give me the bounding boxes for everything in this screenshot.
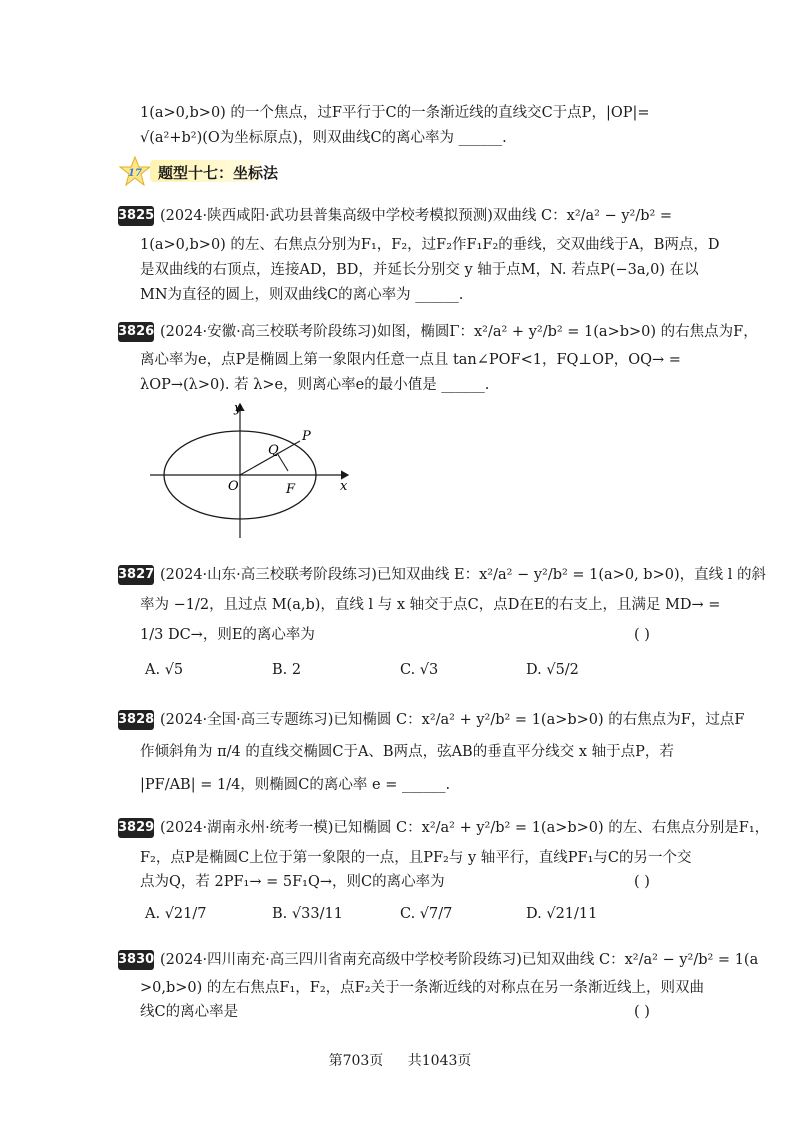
point-f-label: F [286,482,296,497]
problem-line: >0,b>0) 的左右焦点F₁，F₂，点F₂关于一条渐近线的对称点在另一条渐近线上，则双曲 [140,980,705,996]
intro-line-1: 1(a>0,b>0) 的一个焦点，过F平行于C的一条渐近线的直线交C于点P，|OP|= [140,105,650,121]
choice-a: A. √21/7 [145,906,207,922]
problem-line: 1/3 DC→，则E的离心率为 [140,627,315,643]
choice-d: D. √5/2 [526,662,579,678]
problem-number: 3826 [118,322,154,342]
problem-number: 3827 [118,565,154,585]
problem-line: (2024·四川南充·高三四川省南充高级中学校考阶段练习)已知双曲线 C：x²/a² − y²/b² = 1(a [160,952,759,968]
section-title: 题型十七：坐标法 [158,164,279,182]
problem-number: 3830 [118,950,154,970]
point-q-label: Q [268,443,279,458]
page-number: 第703页 [328,1053,384,1069]
problem-line: (2024·湖南永州·统考一模)已知椭圆 C：x²/a² + y²/b² = 1(a>b>0) 的左、右焦点分别是F₁， [160,820,770,836]
problem-line: (2024·安徽·高三校联考阶段练习)如图，椭圆Γ：x²/a² + y²/b² = 1(a>b>0) 的右焦点为F， [160,324,758,340]
point-p-label: P [302,429,311,444]
problem-line: F₂，点P是椭圆C上位于第一象限的一点，且PF₂与 y 轴平行，直线PF₁与C的另一个交 [140,850,692,866]
page-total: 共1043页 [407,1053,472,1069]
choice-c: C. √3 [400,662,439,678]
problem-line: 1(a>0,b>0) 的左、右焦点分别为F₁，F₂，过F₂作F₁F₂的垂线，交双曲线于A，B两点，D [140,237,720,253]
problem-line: (2024·山东·高三校联考阶段练习)已知双曲线 E：x²/a² − y²/b² = 1(a>0, b>0)，直线 l 的斜 [160,567,766,583]
problem-line: 点为Q，若 2PF₁→ = 5F₁Q→，则C的离心率为 [140,874,445,890]
choice-a: A. √5 [145,662,184,678]
problem-line: (2024·全国·高三专题练习)已知椭圆 C：x²/a² + y²/b² = 1(a>b>0) 的右焦点为F，过点F [160,712,745,728]
star-badge-icon [118,156,152,186]
section-badge-number: 17 [128,168,142,179]
problem-line: 离心率为e，点P是椭圆上第一象限内任意一点且 tan∠POF<1，FQ⊥OP，OQ→ = [140,352,681,368]
answer-paren: ( ) [634,874,650,890]
choice-d: D. √21/11 [526,906,598,922]
answer-paren: ( ) [634,1004,650,1020]
problem-line: 线C的离心率是 [140,1004,239,1020]
problem-number: 3825 [118,206,154,226]
choice-b: B. √33/11 [272,906,343,922]
choice-c: C. √7/7 [400,906,453,922]
x-label: x [340,479,348,494]
problem-line: λOP→(λ>0). 若 λ>e，则离心率e的最小值是 ______. [140,377,490,393]
page-footer [0,1050,800,1070]
problem-line: MN为直径的圆上，则双曲线C的离心率为 ______. [140,287,464,303]
answer-paren: ( ) [634,627,650,643]
section-header [118,156,279,186]
problem-line: 率为 −1/2，且过点 M(a,b)，直线 l 与 x 轴交于点C，点D在E的右支上，且满足 MD→ = [140,597,721,613]
problem-number: 3828 [118,710,154,730]
problem-line: 作倾斜角为 π/4 的直线交椭圆C于A、B两点，弦AB的垂直平分线交 x 轴于点P，若 [140,744,674,760]
ellipse-figure [140,398,370,548]
problem-line: (2024·陕西咸阳·武功县普集高级中学校考模拟预测)双曲线 C：x²/a² − y²/b² = [160,208,673,224]
origin-label: O [228,479,239,494]
intro-line-2: √(a²+b²)(O为坐标原点)，则双曲线C的离心率为 ______. [140,130,507,146]
choice-b: B. 2 [272,662,302,678]
problem-number: 3829 [118,818,154,838]
problem-line: |PF/AB| = 1/4，则椭圆C的离心率 e = ______. [140,777,451,793]
y-label: y [234,401,242,416]
problem-line: 是双曲线的右顶点，连接AD，BD，并延长分别交 y 轴于点M，N. 若点P(−3a,0) 在以 [140,262,699,278]
